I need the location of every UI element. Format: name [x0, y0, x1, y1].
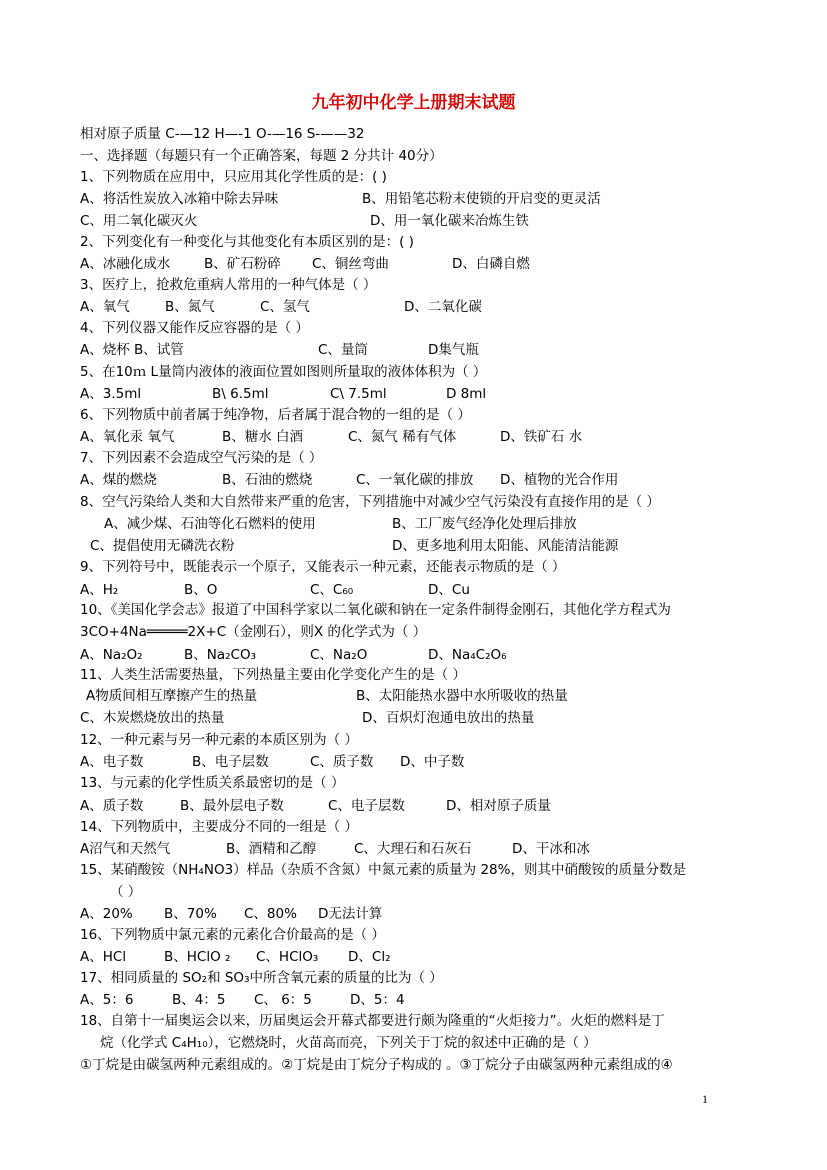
option: C、HClO₃ — [256, 949, 319, 965]
question-stem: 14、下列物质中，主要成分不同的一组是（ ） — [80, 819, 358, 835]
option: B、矿石粉碎 — [204, 256, 281, 272]
option: A、减少煤、石油等化石燃料的使用 — [104, 516, 316, 532]
section-heading: 一、选择题（每题只有一个正确答案，每题 2 分共计 40分） — [80, 148, 443, 164]
question-stem-continued: 烷（化学式 C₄H₁₀），它燃烧时，火苗高而亮，下列关于丁烷的叙述中正确的是（ ） — [100, 1035, 597, 1051]
option: D、用一氧化碳来冶炼生铁 — [370, 213, 529, 229]
option: D、Cl₂ — [348, 949, 391, 965]
question-statements: ①丁烷是由碳氢两种元素组成的。②丁烷是由丁烷分子构成的 。③丁烷分子由碳氢两种元素组成的④ — [80, 1057, 673, 1073]
option: C、用二氧化碳灭火 — [80, 213, 198, 229]
option: A、氧化汞 氧气 — [80, 429, 175, 445]
option: A、质子数 — [80, 798, 144, 814]
option: C、Na₂O — [310, 647, 368, 663]
option: C、80% — [244, 906, 297, 922]
question-stem: 10、《美国化学会志》报道了中国科学家以二氧化碳和钠在一定条件制得金刚石，其他化学方程式为 — [80, 602, 671, 618]
option: D、Na₄C₂O₆ — [428, 647, 507, 663]
option: A、煤的燃烧 — [80, 472, 157, 488]
option: C、木炭燃烧放出的热量 — [80, 710, 225, 726]
option: D集气瓶 — [428, 342, 479, 358]
question-stem: 12、一种元素与另一种元素的本质区别为（ ） — [80, 732, 358, 748]
option: D、干冰和冰 — [512, 841, 590, 857]
question-stem-continued: 3CO+4Na═════2X+C（金刚石），则X 的化学式为（ ） — [80, 624, 427, 640]
option: B、电子层数 — [192, 754, 269, 770]
question-stem: 13、与元素的化学性质关系最密切的是（ ） — [80, 775, 345, 791]
question-stem: 11、人类生活需要热量，下列热量主要由化学变化产生的是（ ） — [80, 667, 466, 683]
option: C、铜丝弯曲 — [312, 256, 389, 272]
option: B、HClO ₂ — [164, 949, 231, 965]
question-stem: 15、某硝酸铵（NH₄NO3）样品（杂质不含氮）中氮元素的质量为 28%，则其中硝酸铵的质量分数是 — [80, 862, 686, 878]
option: D、中子数 — [400, 754, 465, 770]
option: B、最外层电子数 — [180, 798, 284, 814]
option: C、氮气 稀有气体 — [348, 429, 457, 445]
option: D、百炽灯泡通电放出的热量 — [362, 710, 535, 726]
option: B、用铅笔芯粉末使锁的开启变的更灵活 — [362, 191, 601, 207]
option: B、太阳能热水器中水所吸收的热量 — [356, 688, 568, 704]
question-stem: 7、下列因素不会造成空气污染的是（ ） — [80, 450, 323, 466]
option: C、氢气 — [260, 299, 310, 315]
option: C、电子层数 — [328, 798, 405, 814]
option: C、提倡使用无磷洗衣粉 — [90, 538, 235, 554]
option: D、5：4 — [350, 992, 405, 1008]
option: C、一氧化碳的排放 — [356, 472, 474, 488]
option: C、量筒 — [318, 342, 368, 358]
option: A、烧杯 B、试管 — [80, 342, 184, 358]
question-answer-blank: （ ） — [110, 884, 142, 900]
option: D、白磷自燃 — [452, 256, 530, 272]
option: B、70% — [164, 906, 217, 922]
option: B、石油的燃烧 — [222, 472, 313, 488]
question-stem: 9、下列符号中，既能表示一个原子，又能表示一种元素，还能表示物质的是（ ） — [80, 559, 566, 575]
option: C\ 7.5ml — [330, 386, 387, 402]
option: A、3.5ml — [80, 386, 142, 402]
option: A、20% — [80, 906, 133, 922]
option: C、C₆₀ — [310, 582, 354, 598]
question-stem: 4、下列仪器又能作反应容器的是（ ） — [80, 320, 309, 336]
question-stem: 17、相同质量的 SO₂和 SO₃中所含氧元素的质量的比为（ ） — [80, 970, 443, 986]
option: D 8ml — [446, 386, 487, 402]
question-stem: 8、空气污染给人类和大自然带来严重的危害，下列措施中对减少空气污染没有直接作用的是（ ） — [80, 494, 660, 510]
option: B、糖水 白酒 — [222, 429, 304, 445]
option: D、铁矿石 水 — [500, 429, 583, 445]
option: D无法计算 — [318, 906, 383, 922]
page-title: 九年初中化学上册期末试题 — [311, 93, 516, 113]
option: B、O — [184, 582, 218, 598]
atomic-mass-line: 相对原子质量 C-—12 H—-1 O-—16 S-——32 — [80, 126, 365, 142]
option: A、H₂ — [80, 582, 119, 598]
question-stem: 2、下列变化有一种变化与其他变化有本质区别的是：( ) — [80, 234, 414, 250]
option: B、氮气 — [165, 299, 215, 315]
option: D、Cu — [428, 582, 470, 598]
option: A、氧气 — [80, 299, 130, 315]
option: A、冰融化成水 — [80, 256, 171, 272]
option: D、二氧化碳 — [404, 299, 482, 315]
option: A、Na₂O₂ — [80, 647, 143, 663]
option: C、大理石和石灰石 — [354, 841, 472, 857]
page-number: 1 — [702, 1092, 708, 1106]
option: B、工厂废气经净化处理后排放 — [392, 516, 577, 532]
option: A、将活性炭放入冰箱中除去异味 — [80, 191, 279, 207]
question-stem: 1、下列物质在应用中，只应用其化学性质的是：( ) — [80, 169, 387, 185]
option: D、植物的光合作用 — [500, 472, 619, 488]
option: A沼气和天然气 — [80, 841, 171, 857]
option: B、酒精和乙醇 — [226, 841, 317, 857]
option: D、更多地利用太阳能、风能清洁能源 — [392, 538, 619, 554]
option: B、Na₂CO₃ — [184, 647, 257, 663]
option: A、电子数 — [80, 754, 144, 770]
option: A物质间相互摩擦产生的热量 — [86, 688, 258, 704]
question-stem: 5、在10ｍ L量筒内液体的液面位置如图则所量取的液体体积为（ ） — [80, 364, 487, 380]
option: C、质子数 — [310, 754, 374, 770]
option: C、 6：5 — [254, 992, 312, 1008]
question-stem: 3、医疗上，抢救危重病人常用的一种气体是（ ） — [80, 277, 377, 293]
question-stem: 16、下列物质中氯元素的元素化合价最高的是（ ） — [80, 927, 385, 943]
option: B、4：5 — [172, 992, 226, 1008]
question-stem: 18、自第十一届奥运会以来，历届奥运会开幕式都要进行颇为隆重的“火炬接力”。火炬的燃料是丁 — [80, 1013, 665, 1029]
option: A、HCl — [80, 949, 127, 965]
question-stem: 6、下列物质中前者属于纯净物，后者属于混合物的一组的是（ ） — [80, 407, 471, 423]
option: A、5：6 — [80, 992, 134, 1008]
option: B\ 6.5ml — [212, 386, 269, 402]
option: D、相对原子质量 — [446, 798, 551, 814]
